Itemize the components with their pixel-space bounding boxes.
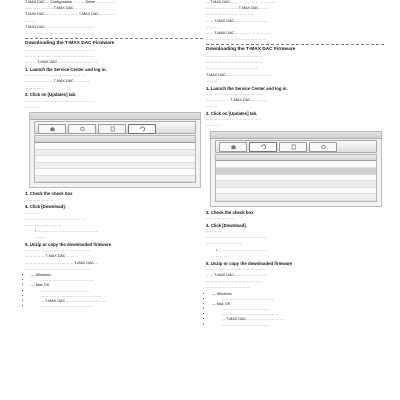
left-os-list: [25, 273, 203, 309]
list-item: • ... ... ... ... ... ... ... ... ... ... ... ... ... ... ...: [31, 294, 203, 299]
right-heading-text: ... ... ... ... ... ... ... ... ... ... ... ... ... ...: [206, 60, 263, 65]
left-intro-line: T-MAX DAC ... Configuration ... ... ... Driver ... ... ... ... ...: [25, 0, 116, 4]
update-list-row[interactable]: [216, 181, 376, 188]
right-step-1-text: ... ... ...: [206, 104, 218, 109]
left-heading-text: ... ... ... T-MAX DAC ... ... ... ... ... ... ... ... ... ...: [25, 60, 99, 65]
right-intro-line: ... T-MAX DAC ... ... ... ... ... ... ... ... ... ... ...: [206, 0, 276, 4]
left-step-4-text: ... ... ... ... ... ... ... ... ...: [25, 222, 61, 227]
update-list-row[interactable]: [216, 194, 376, 201]
right-updates-screenshot: [210, 131, 382, 207]
left-step-1-title: 1. Launch the Service Center and log in.: [25, 66, 107, 72]
list-item: • ... T-MAX DAC ... ... ... ... ... ... ... ... ...: [212, 317, 384, 322]
right-step-2-title: 2. Click on [Updates] tab.: [206, 110, 258, 116]
right-intro-line: ... ... ... ... ... ... ... ... ... ... ... ...: [206, 12, 255, 17]
right-heading-text: T-MAX DAC ... ... ... ... ... ... ... ... ... ... ...: [206, 72, 272, 77]
left-step-5-text: ... ... ... ... ... ... ... ... ... ... ... ... ... ... ... ...: [25, 248, 90, 253]
right-intro-line: ... ... ...: [206, 24, 218, 29]
toolbar-tab[interactable]: [279, 142, 307, 152]
update-list-row[interactable]: [35, 176, 195, 183]
update-icon: [260, 144, 267, 150]
left-step-4-bullet: ... ... ...: [35, 235, 47, 240]
left-step-5-text: ... ... ... ... ... ... ... ... ... ... ... ... T-MAX DAC ...: [25, 260, 99, 265]
list-item: • ... ... ... ... ... ... ... ... ... ... ... ...: [212, 307, 384, 312]
home-icon: [49, 126, 56, 132]
left-heading-text: ... ... ... ... ... ... ... ... ... ... ... ... ... ... ... ... ...: [25, 47, 94, 52]
update-list-row[interactable]: [35, 150, 195, 157]
update-list: [34, 135, 196, 183]
left-step-5-title: 5. Unzip or copy the downloaded firmware: [25, 242, 112, 248]
list-item: • ... ... ... ... ... ... ... ... ... ... ... ... ...: [31, 304, 203, 309]
left-step-5-text: ... ... ... ... ... ... ... ... ... ... ... ... ... ... ... ...: [25, 266, 90, 271]
left-column: [25, 0, 203, 310]
update-list-row[interactable]: [216, 188, 376, 195]
left-step-2-text: ... ... ... ... ... ... ... ... ... ... ... ... ... ... ... ... ...: [25, 98, 94, 103]
window-titlebar: [30, 113, 200, 120]
right-step-3-text: ... ... ... ... ... ... ...: [206, 216, 234, 221]
toolbar-tab-updates[interactable]: [249, 142, 277, 152]
left-step-3-text: ... ... ... ... ... ... ...: [25, 197, 53, 202]
update-icon: [139, 126, 146, 132]
list-item: • — Mac OS: [31, 283, 203, 288]
left-step-2-text: ... ... ... ...: [25, 104, 41, 109]
home-icon: [230, 144, 237, 150]
right-intro-line: ... ... T-MAX DAC ... ... ... ... ... ... ... ... ...: [206, 30, 272, 35]
right-os-list: [206, 292, 384, 328]
update-list-row[interactable]: [35, 163, 195, 170]
left-intro-line: T-MAX DAC ... ... ... ... ... ... ... ... T-MAX DAC ... ... ... ...: [25, 12, 116, 17]
update-list: [215, 154, 377, 202]
document-icon: [290, 144, 297, 150]
update-list-header: [216, 155, 376, 162]
left-step-3-title: 3. Check the check box: [25, 191, 73, 197]
right-step-4-title: 4. Click [Download].: [206, 222, 247, 228]
update-list-row[interactable]: [35, 156, 195, 163]
right-heading-text: ... ... ... ... ... ... ... ... ... ... ... ... ... ...: [206, 54, 263, 58]
left-section-heading: Downloading the T-MAX DAC Firmware: [25, 40, 115, 46]
right-step-4-text: ... ... ... ...: [206, 229, 222, 234]
list-item: • — Windows: [212, 292, 384, 297]
update-list-row[interactable]: [35, 169, 195, 176]
left-step-1-text: ... ... ... ... ...: [25, 85, 45, 90]
left-updates-screenshot: [29, 112, 201, 188]
left-intro-line: ... ... ... ... ... ... ... ... ... ... ... ... ... ... ...: [25, 30, 86, 35]
left-intro: [25, 0, 203, 36]
right-intro-line: ... ... ... ... ... ... ... ... T-MAX DAC ... ...: [206, 6, 267, 11]
toolbar-tab[interactable]: [98, 124, 126, 134]
update-list-row[interactable]: [216, 201, 376, 207]
toolbar: [215, 140, 377, 153]
right-step-2-text: ... ... ... ...: [206, 123, 222, 128]
list-item: • — Windows: [31, 273, 203, 278]
gear-icon: [79, 126, 86, 132]
gear-icon: [320, 144, 327, 150]
update-list-row[interactable]: [35, 143, 195, 150]
right-step-5-text: ... ... T-MAX DAC ... ... ... ... ... ... ... ...: [206, 272, 267, 277]
left-step-1-text: ... ... ... ... ... ... ... T-MAX DAC ... ... ... ...: [25, 79, 91, 84]
right-column: [206, 0, 384, 329]
right-section-heading: Downloading the T-MAX DAC Firmware: [206, 46, 296, 52]
left-step-4-title: 4. Click [Download].: [25, 204, 66, 210]
left-heading-text: ... ... ... ... ... ... ... ... ... ... ... ... ... ... ... ... ...: [25, 54, 94, 58]
list-item: • ... ... ... ... ... ... ... ... ... ... ... ... ...: [212, 297, 384, 302]
right-step-4-text: ... ... ... ... ... ... ... ... ... ... ... ... ... ... ...: [206, 235, 267, 240]
right-heading-text: ... ... ... ... ... ... ... ... ... ... ... ... ...: [206, 66, 259, 71]
right-step-1-title: 1. Launch the Service Center and log in.: [206, 85, 288, 91]
update-list-row[interactable]: [35, 182, 195, 188]
right-step-5-text: ... ... ... ... ... ... ... ... ... ... ... ... ... ...: [206, 279, 263, 284]
section-divider: [206, 44, 384, 45]
list-item: • ... ... ... ... ... ... ... ... ... ... ... ...: [31, 289, 203, 294]
list-item: • — Mac OS: [212, 302, 384, 307]
list-item: • ... ... ... ... ... ... ... ... ... ... ... ... ...: [31, 278, 203, 283]
left-intro-line: ... ... ... ... ... ... ... T-MAX DAC ... ... ...: [25, 6, 86, 11]
toolbar-tab[interactable]: [38, 124, 66, 134]
list-item: • ... T-MAX DAC ... ... ... ... ... ... ... ... ... ...: [31, 299, 203, 304]
right-step-4-text: ... ... ... ... ... ... ... ... ...: [206, 241, 242, 246]
right-step-1-text: ... ... ... ... ... ... T-MAX DAC ... ... ... ...: [206, 97, 267, 102]
document-icon: [109, 126, 116, 132]
toolbar-tab[interactable]: [219, 142, 247, 152]
toolbar-tab[interactable]: [309, 142, 337, 152]
left-step-4-text: ... ... ... ...: [25, 210, 41, 215]
left-step-4-bullet: • ... ... ... ... ... ... ... ... ... ... ... ... ... ... ...: [35, 229, 98, 234]
left-step-4-text: ... ... ... ... ... ... ... ... ... ... ... ... ... ... ...: [25, 216, 86, 221]
right-intro-line: ... ... T-MAX DAC ... ... ... ... ... ... ... ...: [206, 18, 267, 23]
right-step-5-title: 5. Unzip or copy the downloaded firmware: [206, 260, 293, 266]
list-item: • ... ... ... ... ... ... ... ... ... ... ... ... ... ...: [212, 312, 384, 317]
right-heading-text: ... ... ...: [206, 78, 218, 83]
right-step-4-bullet: ... ... ...: [216, 253, 228, 258]
toolbar-tab[interactable]: [68, 124, 96, 134]
update-list-row[interactable]: [216, 168, 376, 175]
right-step-3-title: 3. Check the check box: [206, 209, 254, 215]
right-intro: [206, 0, 384, 42]
left-intro-line: T-MAX DAC ... ... ... ... ... ... ... ... ... ... ... ...: [25, 24, 95, 29]
window-titlebar: [211, 132, 381, 139]
left-step-5-text: ... ... ... ... ... T-MAX DAC ... ... ...: [25, 254, 78, 259]
right-step-5-text: ... ... ... ... ... ... ... ... ... ... ... ... ... ... ...: [206, 266, 267, 271]
toolbar: [34, 121, 196, 134]
right-intro-line: ... ... ... ... ... ... ... ... ... ... ... ... ... ... ...: [206, 37, 267, 42]
right-step-4-bullet: • ... ... ... ... ... ... ... ... ... ... ... ...: [216, 247, 267, 252]
right-step-2-text: ... ... ... ... ... ... ... ... ... ... ... ... ... ...: [206, 117, 263, 122]
right-step-1-text: ... ... ... ... ... ... ... ... ... ... ... ... ... ...: [206, 91, 263, 96]
update-list-header: [35, 136, 195, 143]
right-step-5-text: ... ... ... ... ... ... ... ... ... ... ...: [206, 285, 251, 290]
left-step-2-title: 2. Click on [Updates] tab.: [25, 92, 77, 98]
update-list-row[interactable]: [216, 161, 376, 168]
section-divider: [25, 38, 203, 39]
list-item: • ... ... ... ... ... ... ... ... ... ... ... ...: [212, 323, 384, 328]
toolbar-tab-updates[interactable]: [128, 124, 156, 134]
update-list-row[interactable]: [216, 175, 376, 182]
left-intro-line: ... ... ...: [25, 18, 37, 23]
left-step-1-text: ... ... ... ... ... ... ... ... ... ... ... ... ... ... ...: [25, 73, 86, 78]
